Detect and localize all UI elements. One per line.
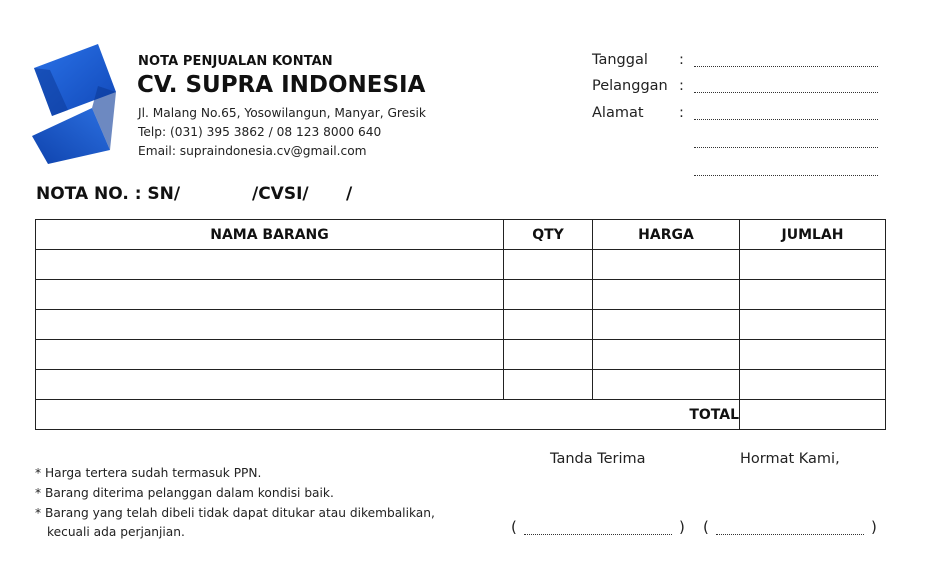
alamat-field-line-2[interactable] [694, 147, 878, 148]
cell-qty[interactable] [504, 280, 593, 310]
cell-qty[interactable] [504, 250, 593, 280]
pelanggan-field[interactable] [694, 92, 878, 93]
company-phone: Telp: (031) 395 3862 / 08 123 8000 640 [138, 125, 382, 139]
sender-open-paren: ( [703, 518, 709, 536]
note-no-return: * Barang yang telah dibeli tidak dapat ditukar atau dikembalikan, [35, 506, 435, 520]
cell-qty[interactable] [504, 340, 593, 370]
table-row [36, 310, 886, 340]
tanda-terima-label: Tanda Terima [550, 451, 646, 467]
sender-signature-line[interactable] [716, 534, 864, 535]
table-row [36, 280, 886, 310]
note-exception: kecuali ada perjanjian. [47, 525, 185, 539]
cell-qty[interactable] [504, 370, 593, 400]
document-type: NOTA PENJUALAN KONTAN [138, 54, 333, 69]
company-logo-icon [28, 40, 118, 165]
receiver-signature-line[interactable] [524, 534, 672, 535]
tanggal-field[interactable] [694, 66, 878, 67]
nota-number-end: / [346, 184, 353, 204]
cell-qty[interactable] [504, 310, 593, 340]
nota-number-mid: /CVSI/ [252, 184, 309, 204]
tanggal-label: Tanggal [592, 52, 648, 68]
total-value-cell[interactable] [740, 400, 886, 430]
cell-harga[interactable] [593, 280, 740, 310]
cell-jumlah[interactable] [740, 340, 886, 370]
nota-number-prefix: NOTA NO. : SN/ [36, 184, 181, 204]
cell-harga[interactable] [593, 340, 740, 370]
column-header-nama-barang: NAMA BARANG [36, 220, 504, 250]
sender-close-paren: ) [871, 518, 877, 536]
total-row [36, 400, 886, 430]
table-row [36, 340, 886, 370]
alamat-colon: : [679, 105, 684, 121]
cell-nama-barang[interactable] [36, 370, 504, 400]
column-header-jumlah: JUMLAH [740, 220, 886, 250]
cell-jumlah[interactable] [740, 280, 886, 310]
alamat-field-line-3[interactable] [694, 175, 878, 176]
items-table [35, 219, 886, 430]
cell-jumlah[interactable] [740, 370, 886, 400]
cell-jumlah[interactable] [740, 250, 886, 280]
tanggal-colon: : [679, 52, 684, 68]
cell-nama-barang[interactable] [36, 310, 504, 340]
cell-jumlah[interactable] [740, 310, 886, 340]
column-header-qty: QTY [504, 220, 593, 250]
cell-nama-barang[interactable] [36, 340, 504, 370]
note-condition: * Barang diterima pelanggan dalam kondisi baik. [35, 486, 334, 500]
receiver-close-paren: ) [679, 518, 685, 536]
alamat-field-line-1[interactable] [694, 119, 878, 120]
cell-nama-barang[interactable] [36, 250, 504, 280]
table-row [36, 250, 886, 280]
receiver-open-paren: ( [511, 518, 517, 536]
total-label: TOTAL [36, 400, 740, 430]
pelanggan-colon: : [679, 78, 684, 94]
hormat-kami-label: Hormat Kami, [740, 451, 840, 467]
pelanggan-label: Pelanggan [592, 78, 668, 94]
table-header-row [36, 220, 886, 250]
company-address: Jl. Malang No.65, Yosowilangun, Manyar, Gresik [138, 106, 426, 120]
note-ppn: * Harga tertera sudah termasuk PPN. [35, 466, 262, 480]
company-email: Email: supraindonesia.cv@gmail.com [138, 144, 367, 158]
column-header-harga: HARGA [593, 220, 740, 250]
alamat-label: Alamat [592, 105, 644, 121]
company-name: CV. SUPRA INDONESIA [137, 72, 426, 98]
cell-harga[interactable] [593, 310, 740, 340]
cell-harga[interactable] [593, 250, 740, 280]
cell-nama-barang[interactable] [36, 280, 504, 310]
table-row [36, 370, 886, 400]
cell-harga[interactable] [593, 370, 740, 400]
